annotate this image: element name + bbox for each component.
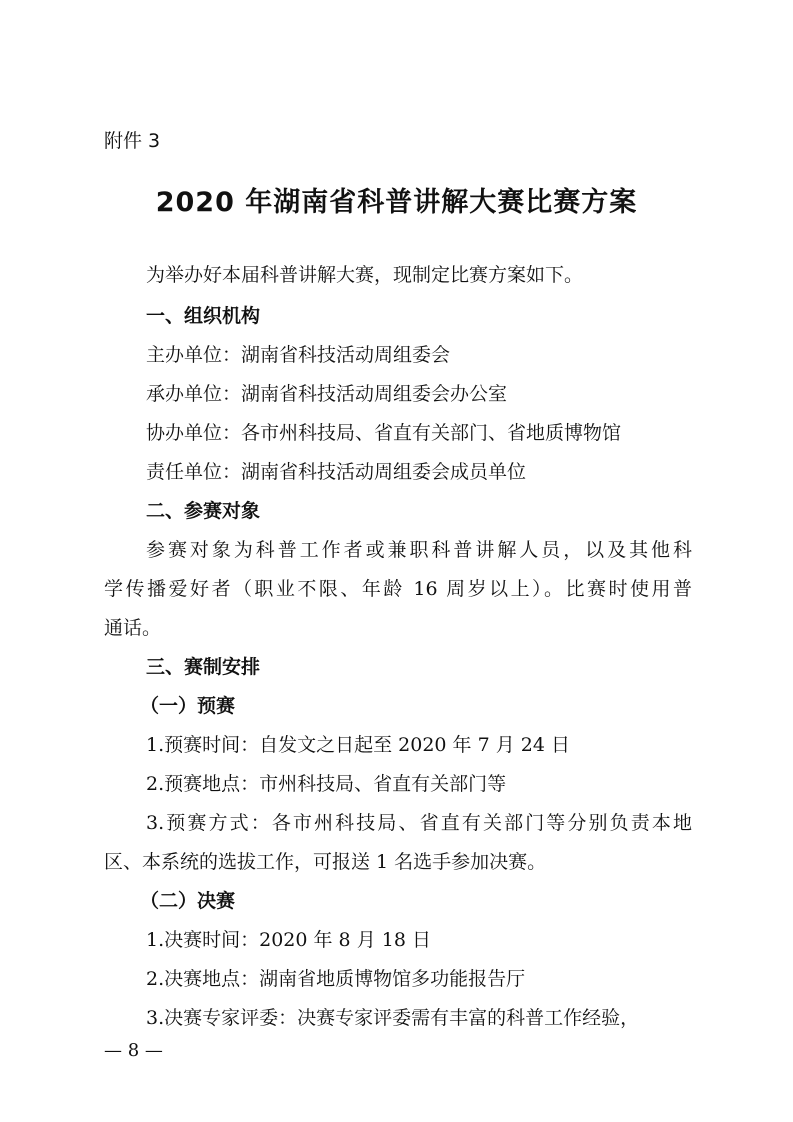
final-judges: 3.决赛专家评委：决赛专家评委需有丰富的科普工作经验， — [146, 1007, 640, 1029]
section-organization-heading: 一、组织机构 — [146, 305, 261, 327]
org-co-organizer: 协办单位：各市州科技局、省直有关部门、省地质博物馆 — [146, 422, 622, 444]
section-participants-heading: 二、参赛对象 — [146, 500, 261, 522]
org-host: 主办单位：湖南省科技活动周组委会 — [146, 344, 451, 366]
participants-line-3: 通话。 — [104, 617, 162, 639]
page-number: — 8 — — [104, 1040, 163, 1061]
final-location: 2.决赛地点：湖南省地质博物馆多功能报告厅 — [146, 968, 526, 990]
preliminary-method-line-2: 区、本系统的选拔工作，可报送 1 名选手参加决赛。 — [104, 851, 547, 873]
preliminary-method-line-1: 3.预赛方式：各市州科技局、省直有关部门等分别负责本地 — [146, 812, 692, 834]
final-time: 1.决赛时间：2020 年 8 月 18 日 — [146, 929, 431, 951]
participants-line-1: 参赛对象为科普工作者或兼职科普讲解人员，以及其他科 — [146, 539, 692, 561]
document-title: 2020 年湖南省科普讲解大赛比赛方案 — [155, 187, 638, 218]
preliminary-time: 1.预赛时间：自发文之日起至 2020 年 7 月 24 日 — [146, 734, 570, 756]
intro-paragraph: 为举办好本届科普讲解大赛，现制定比赛方案如下。 — [146, 264, 584, 286]
participants-line-2: 学传播爱好者（职业不限、年龄 16 周岁以上）。比赛时使用普 — [104, 578, 692, 600]
section-competition-heading: 三、赛制安排 — [146, 656, 261, 678]
preliminary-location: 2.预赛地点：市州科技局、省直有关部门等 — [146, 773, 507, 795]
attachment-label: 附件 3 — [104, 130, 161, 152]
final-heading: （二）决赛 — [140, 890, 236, 912]
org-responsible: 责任单位：湖南省科技活动周组委会成员单位 — [146, 461, 527, 483]
org-organizer: 承办单位：湖南省科技活动周组委会办公室 — [146, 383, 508, 405]
preliminary-heading: （一）预赛 — [140, 695, 236, 717]
